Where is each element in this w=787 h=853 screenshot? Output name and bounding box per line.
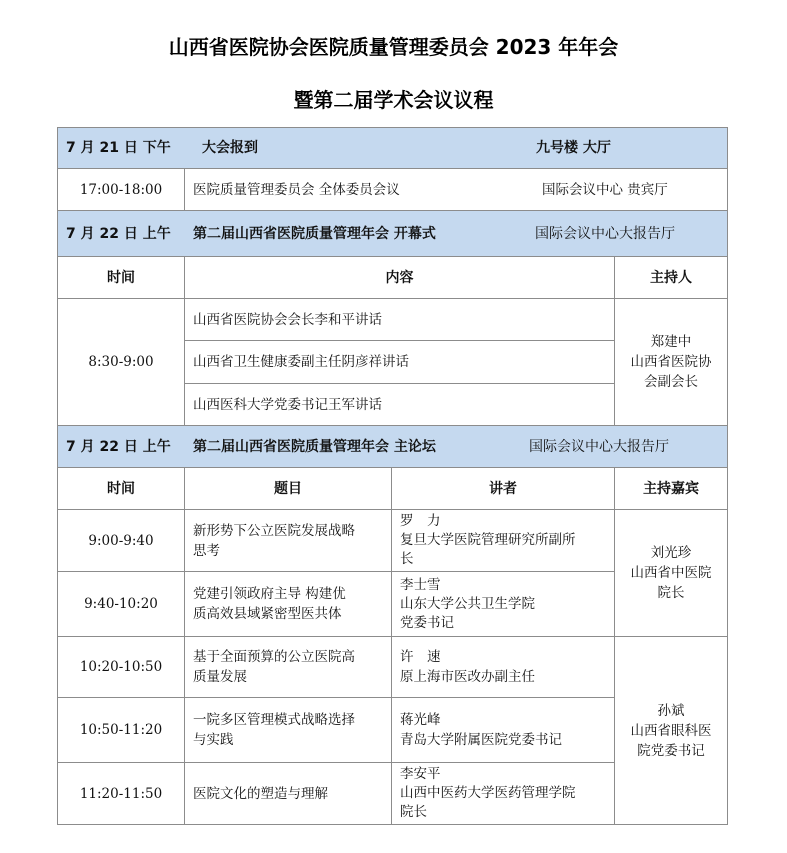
host-text: 刘光珍 山西省中医院 院长 [630, 545, 712, 601]
section1-event: 大会报到 [202, 140, 258, 156]
section1-time [57, 168, 185, 211]
header-host [614, 256, 728, 299]
row-topic [184, 571, 392, 637]
section2-date: 7 月 22 日 上午 [66, 225, 171, 242]
header-host-text: 主持人 [650, 269, 692, 286]
row-topic [184, 509, 392, 572]
topic-text: 医院文化的塑造与理解 [193, 785, 328, 802]
topic-text: 一院多区管理模式战略选择 与实践 [193, 712, 355, 748]
section3-date: 7 月 22 日 上午 [66, 438, 171, 455]
header-content [184, 256, 615, 299]
time-text: 11:20-11:50 [79, 785, 163, 802]
header-time [57, 467, 185, 510]
row-time [57, 697, 185, 763]
document-subtitle: 暨第二届学术会议议程 [293, 88, 494, 112]
row-speaker [391, 571, 615, 637]
header-host [614, 467, 728, 510]
row-topic [184, 636, 392, 698]
section1-venue: 九号楼 大厅 [536, 140, 611, 156]
document-title: 山西省医院协会医院质量管理委员会 2023 年年会 [168, 35, 619, 59]
row-time [57, 509, 185, 572]
time-text: 8:30-9:00 [88, 354, 154, 370]
section2-host [614, 298, 728, 426]
header-speaker [391, 467, 615, 510]
header-host-text: 主持嘉宾 [643, 480, 699, 497]
speaker-text: 许 速 原上海市医改办副主任 [400, 649, 535, 685]
row-time [57, 571, 185, 637]
host-text: 孙斌 山西省眼科医 院党委书记 [630, 702, 712, 759]
row-topic [184, 762, 392, 825]
row-speaker [391, 509, 615, 572]
section1-content: 医院质量管理委员会 全体委员会议 [193, 181, 400, 198]
time-text: 17:00-18:00 [79, 181, 163, 198]
item-text: 山西省卫生健康委副主任阴彦祥讲话 [193, 354, 409, 370]
row-host [614, 636, 728, 825]
speaker-text: 李士雪 山东大学公共卫生学院 党委书记 [400, 576, 535, 631]
row-speaker [391, 762, 615, 825]
topic-text: 新形势下公立医院发展战略 思考 [193, 522, 355, 559]
section2-item [184, 298, 615, 341]
item-text: 山西省医院协会会长李和平讲话 [193, 311, 382, 328]
section3-venue: 国际会议中心大报告厅 [529, 438, 669, 455]
section3-header [57, 425, 728, 468]
speaker-text: 罗 力 复旦大学医院管理研究所副所 长 [400, 513, 576, 567]
section2-event: 第二届山西省医院质量管理年会 开幕式 [193, 225, 436, 242]
row-host [614, 509, 728, 637]
time-text: 10:20-10:50 [79, 659, 163, 675]
header-time-text: 时间 [107, 269, 135, 286]
time-text: 9:40-10:20 [84, 596, 158, 612]
time-text: 9:00-9:40 [88, 532, 154, 549]
row-topic [184, 697, 392, 763]
topic-text: 党建引领政府主导 构建优 质高效县域紧密型医共体 [193, 586, 346, 622]
row-speaker [391, 697, 615, 763]
section2-item [184, 340, 615, 384]
time-text: 10:50-11:20 [79, 722, 163, 738]
row-time [57, 762, 185, 825]
row-time [57, 636, 185, 698]
speaker-text: 蒋光峰 青岛大学附属医院党委书记 [400, 712, 562, 748]
header-topic-text: 题目 [274, 480, 302, 497]
host-text: 郑建中 山西省医院协 会副会长 [630, 334, 712, 390]
section2-time [57, 298, 185, 426]
section1-header [57, 127, 728, 169]
speaker-text: 李安平 山西中医药大学医药管理学院 院长 [400, 766, 576, 820]
section2-header [57, 210, 728, 257]
section1-row-venue: 国际会议中心 贵宾厅 [542, 181, 668, 198]
section1-date: 7 月 21 日 下午 [66, 140, 171, 156]
item-text: 山西医科大学党委书记王军讲话 [193, 396, 382, 413]
header-time [57, 256, 185, 299]
header-speaker-text: 讲者 [489, 480, 517, 497]
section2-venue: 国际会议中心大报告厅 [535, 225, 675, 242]
topic-text: 基于全面预算的公立医院高 质量发展 [193, 649, 355, 685]
row-speaker [391, 636, 615, 698]
section3-event: 第二届山西省医院质量管理年会 主论坛 [193, 438, 436, 455]
section1-row [184, 168, 728, 211]
section2-item [184, 383, 615, 426]
header-topic [184, 467, 392, 510]
header-time-text: 时间 [107, 480, 135, 497]
header-content-text: 内容 [385, 269, 414, 286]
